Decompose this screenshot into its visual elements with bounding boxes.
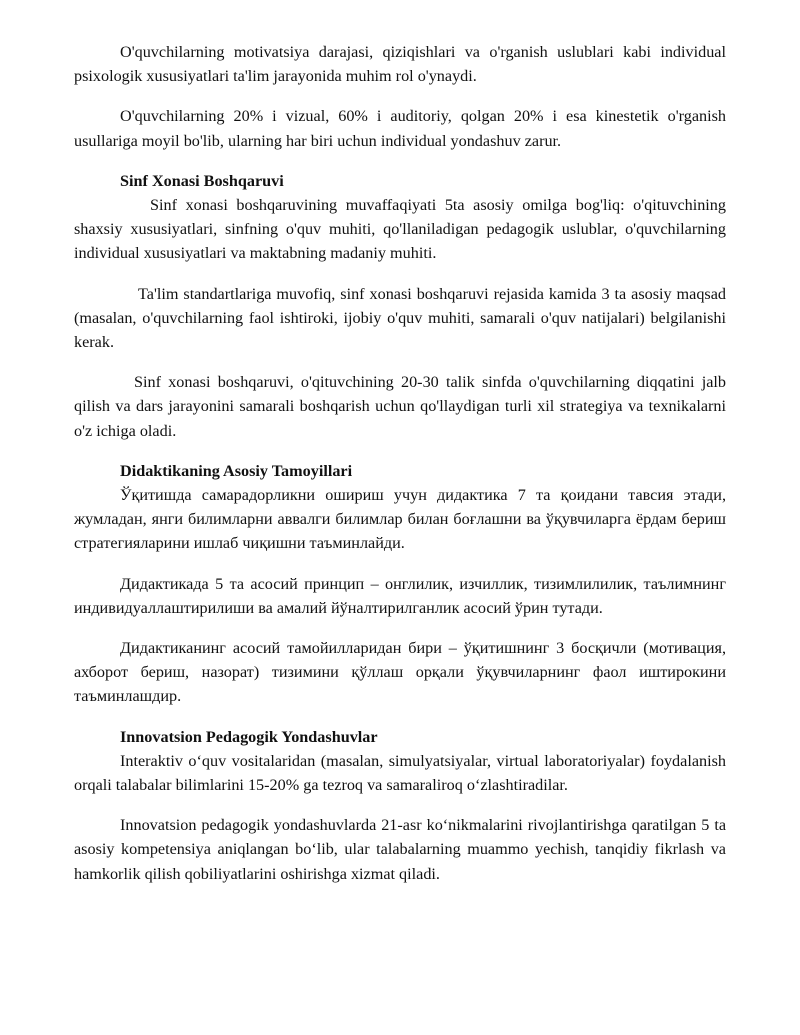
document-page [74, 40, 726, 886]
section-heading-innovative-pedagogy: Innovatsion Pedagogik Yondashuvlar [120, 727, 378, 746]
intro-paragraph-1: O'quvchilarning motivatsiya darajasi, qiziqishlari va o'rganish uslublari kabi individual psixologik xususiyatlari ta'lim jarayonida muhim rol o'ynaydi. [74, 43, 726, 86]
classroom-paragraph-3: Sinf xonasi boshqaruvi, o'qituvchining 20-30 talik sinfda o'quvchilarning diqqatini jalb qilish va dars jarayonini samarali boshqarish uchun qo'llaydigan turli xil strategiya va texnikalarni o'z ichiga oladi. [74, 373, 726, 440]
classroom-paragraph-2: Ta'lim standartlariga muvofiq, sinf xonasi boshqaruvi rejasida kamida 3 ta asosiy maqsad (masalan, o'quvchilarning faol ishtiroki, ijobiy o'quv muhiti, samarali o'quv natijalari) belgilanishi kerak. [74, 284, 726, 352]
didactics-paragraph-3: Дидактиканинг асосий тамойилларидан бири – ўқитишнинг 3 босқичли (мотивация, ахборот бериш, назорат) тизимини қўллаш орқали ўқувчиларнинг фаол иштирокини таъминлашдир. [74, 639, 726, 706]
didactics-paragraph-2: Дидактикада 5 та асосий принцип – онглилик, изчиллик, тизимлилилик, таълимнинг индивидуаллаштирилиши ва амалий йўналтирилганлик асосий ўрин тутади. [74, 574, 726, 617]
innovation-paragraph-1: Interaktiv o‘quv vositalaridan (masalan, simulyatsiyalar, virtual laboratoriyalar) foydalanish orqali talabalar bilimlarini 15-20% ga tezroq va samaraliroq o‘zlashtiradilar. [74, 751, 726, 795]
section-heading-didactics: Didaktikaning Asosiy Tamoyillari [120, 461, 353, 480]
intro-paragraph-2: O'quvchilarning 20% i vizual, 60% i auditoriy, qolgan 20% i esa kinestetik o'rganish usullariga moyil bo'lib, ularning har biri uchun individual yondashuv zarur. [74, 107, 726, 150]
innovation-paragraph-2: Innovatsion pedagogik yondashuvlarda 21-asr ko‘nikmalarini rivojlantirishga qaratilgan 5 ta asosiy kompetensiya aniqlangan bo‘lib, ular talabalarning muammo yechish, tanqidiy fikrlash va hamkorlik qilish qobiliyatlarini oshirishga xizmat qiladi. [74, 816, 726, 883]
section-heading-classroom-management: Sinf Xonasi Boshqaruvi [120, 171, 284, 190]
didactics-paragraph-1: Ўқитишда самарадорликни ошириш учун дидактика 7 та қоидани тавсия этади, жумладан, янги билимларни аввалги билимлар билан боғлашни ва ўқувчиларга ёрдам бериш стратегияларини ишлаб чиқишни таъминлайди. [74, 486, 726, 553]
classroom-paragraph-1: Sinf xonasi boshqaruvining muvaffaqiyati 5ta asosiy omilga bog'liq: o'qituvchining shaxsiy xususiyatlari, sinfning o'quv muhiti, qo'llaniladigan pedagogik uslublar, o'quvchilarning individual xususiyatlari va maktabning madaniy muhiti. [74, 196, 726, 263]
